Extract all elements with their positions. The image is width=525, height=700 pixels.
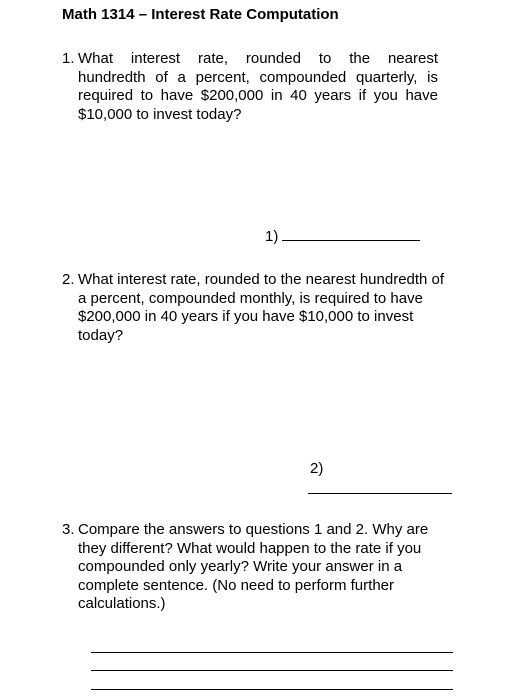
question-text-line: $200,000 in 40 years if you have $10,000 to invest [78,308,414,325]
answer-line[interactable] [91,670,453,671]
question-text-line: a percent, compounded monthly, is required to have [78,289,423,307]
question-text-line: they different? What would happen to the rate if you [78,539,422,557]
question-text-line: $10,000 to invest today? [78,105,242,123]
answer-blank[interactable] [282,228,420,241]
question-number: 3. [62,521,75,538]
answer-label: 2) [310,460,324,477]
answer-line[interactable] [91,689,453,690]
question-text-line: hundredth of a percent, compounded quarterly, is [78,68,438,86]
question-2 [62,271,444,345]
answer-line[interactable] [91,652,453,653]
question-text-line: calculations.) [78,595,166,612]
question-number: 1. [62,50,75,67]
question-1 [62,50,438,124]
answer-label: 1) [265,228,279,245]
answer-1 [265,228,420,246]
question-number: 2. [62,271,75,288]
question-text-line: complete sentence. (No need to perform further [78,576,394,594]
page-title: Math 1314 – Interest Rate Computation [62,6,339,23]
question-text-line: required to have $200,000 in 40 years if you have [78,87,438,104]
question-text-line: compounded only yearly? Write your answer in a [78,558,403,575]
answer-blank[interactable] [308,493,452,494]
question-3 [62,521,428,614]
question-text-line: today? [78,326,124,344]
question-text-line: What interest rate, rounded to the nearest [78,50,438,67]
question-text-line: Compare the answers to questions 1 and 2. Why are [78,521,429,538]
question-text-line: What interest rate, rounded to the nearest hundredth of [78,271,445,288]
